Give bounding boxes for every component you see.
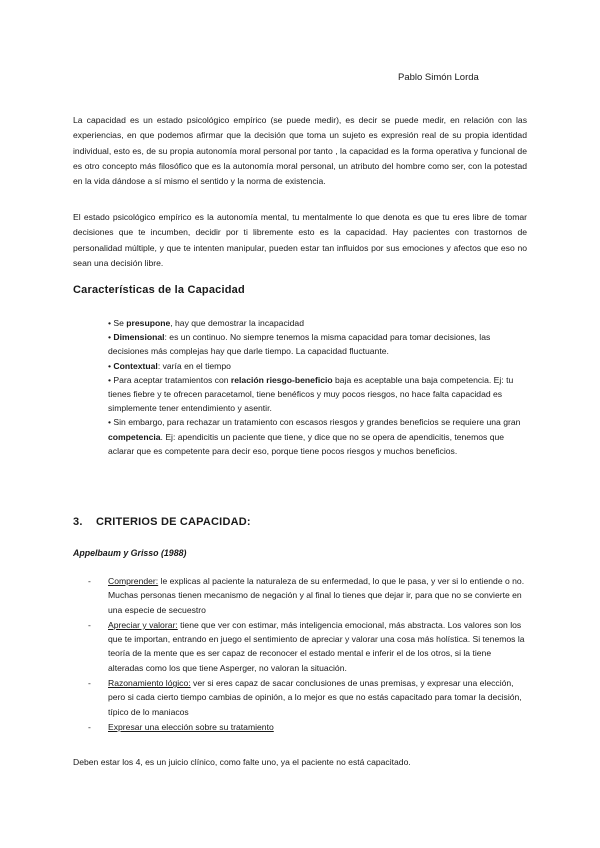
list-item: • Para aceptar tratamientos con relación riesgo-beneficio baja es aceptable una baja competencia. Ej: tu tienes fiebre y te ofrecen paracetamol, tiene benéficos y muy pocos riesgos, no hace falta capacidad es simplemente tener entendimiento y asentir.	[108, 374, 514, 414]
list-item: • Contextual: varía en el tiempo	[108, 360, 231, 371]
section-heading-characteristics: Características de la Capacidad	[73, 284, 245, 296]
closing-statement: Deben estar los 4, es un juicio clínico, como falte uno, ya el paciente no está capacitado.	[73, 757, 411, 767]
section-number: 3.	[73, 516, 83, 528]
list-item: • Sin embargo, para rechazar un tratamiento con escasos riesgos y grandes beneficios se requiere una gran competencia. Ej: apendicitis un paciente que tiene, y dice que no se opera de apendicitis, tenemos que aclarar que es competente para decir eso, porque tiene pocos riesgos y muchos beneficios.	[108, 417, 521, 456]
list-item: • Dimensional: es un continuo. No siempre tenemos la misma capacidad para tomar decisiones, las decisiones más complejas hay que darle tiempo. La capacidad fluctuante.	[108, 332, 491, 357]
list-item: - Razonamiento lógico: ver si eres capaz de sacar conclusiones de unas premisas, y expresar una elección, pero si cada cierto tiempo cambias de opinión, a lo mejor es que no estás capacitado para tomar la decisión, típico de lo maniacos	[88, 678, 522, 717]
criteria-list	[88, 574, 528, 735]
characteristics-list	[108, 316, 528, 458]
paragraph-capacity-definition: La capacidad es un estado psicológico empírico (se puede medir), es decir se puede medir, en relación con las experiencias, en que podemos afirmar que la decisión que toma un sujeto es expresión real de su propia identidad individual, esto es, de su propia autonomía moral personal por tanto , la capacidad es la forma operativa y funcional de es otro concepto más filosófico que es la autonomía moral personal, un atributo del hombre como ser, con la potestad en la vida dándose a sí mismo el sentido y la norma de existencia.	[73, 115, 527, 187]
citation-authors: Appelbaum y Grisso (1988)	[73, 548, 187, 558]
list-item: - Comprender: le explicas al paciente la naturaleza de su enfermedad, lo que le pasa, y ver si lo entiende o no. Muchas personas tienen mecanismo de negación y al final lo tienes que dejar ir, para que no se convierte en una especie de secuestro	[88, 576, 525, 615]
list-item: - Expresar una elección sobre su tratamiento	[88, 721, 274, 732]
list-item: • Se presupone, hay que demostrar la incapacidad	[108, 318, 304, 328]
paragraph-mental-autonomy: El estado psicológico empírico es la autonomía mental, tu mentalmente lo que denota es que tu eres libre de tomar decisiones que te incumben, decidir por ti libremente esto es la capacidad. Hay pacientes con trastornos de personalidad múltiple, y que te intenten manipular, pueden estar tan influidos por sus emociones y afectos que eso no sean una decisión libre.	[73, 212, 527, 268]
section-title: CRITERIOS DE CAPACIDAD:	[96, 516, 251, 528]
section-heading-criteria	[73, 516, 251, 528]
author-name: Pablo Simón Lorda	[398, 72, 479, 83]
list-item: - Apreciar y valorar: tiene que ver con estimar, más inteligencia emocional, más abstracta. Los valores son los que te importan, entrando en juego el sentimiento de apreciar y valorar una cosa más holística. Si tenemos la teoría de la mente que es ser capaz de reconocer el estado mental e inferir el de los otros, si la tiene alteradas como los que tiene Asperger, no valoran la situación.	[88, 619, 525, 673]
